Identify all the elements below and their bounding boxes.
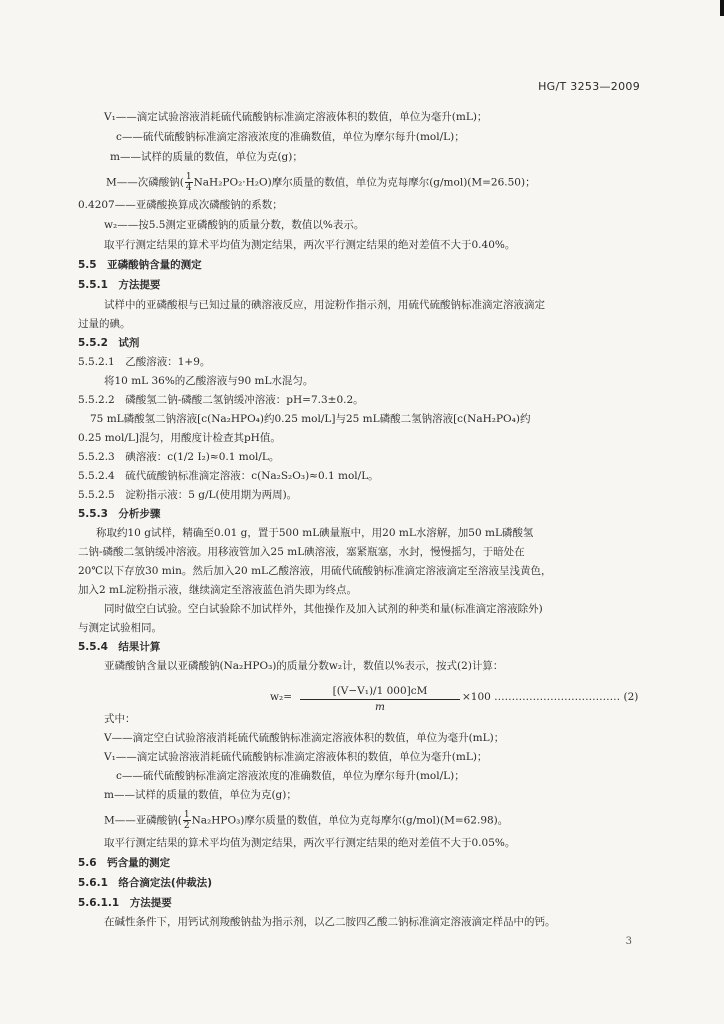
reagent-5-5-2-1-prep: 将10 mL 36%的乙酸溶液与90 mL水混匀。 xyxy=(104,375,314,387)
var-def-M-suffix: NaH₂PO₂·H₂O)摩尔质量的数值，单位为克每摩尔(g/mol)(M=26.50)； xyxy=(193,176,536,189)
formula-rhs: ×100 ……………………………… (2) xyxy=(462,691,639,703)
section-5-5-3-heading: 5.5.3 分析步骤 xyxy=(78,508,161,520)
calculation-intro: 亚磷酸钠含量以亚磷酸钠(Na₂HPO₃)的质量分数w₂计，数值以%表示，按式(2)计算： xyxy=(104,660,504,672)
reagent-5-5-2-3: 5.5.2.3 碘溶液：c(1/2 I₂)≈0.1 mol/L。 xyxy=(78,451,280,463)
formula-var-V: V——滴定空白试验溶液消耗硫代硫酸钠标准滴定溶液体积的数值，单位为毫升(mL)； xyxy=(104,732,505,744)
method-summary-line2: 过量的碘。 xyxy=(78,318,131,330)
section-5-5-1-heading: 5.5.1 方法提要 xyxy=(78,279,161,291)
formula-var-M-suffix: Na₂HPO₃)摩尔质量的数值，单位为克每摩尔(g/mol)(M=62.98)。 xyxy=(191,814,509,827)
formula-fraction xyxy=(300,684,460,714)
result-rule-2: 取平行测定结果的算术平均值为测定结果，两次平行测定结果的绝对差值不大于0.05%。 xyxy=(104,837,516,849)
var-def-M xyxy=(106,172,536,193)
section-5-6-heading: 5.6 钙含量的测定 xyxy=(78,857,171,869)
where-label: 式中： xyxy=(104,713,136,725)
formula-var-V1: V₁——滴定试验溶液消耗硫代硫酸钠标准滴定溶液体积的数值，单位为毫升(mL)； xyxy=(104,751,488,763)
page-number: 3 xyxy=(625,936,632,947)
formula-var-M-prefix: M——亚磷酸钠( xyxy=(104,814,182,827)
var-def-v1: V₁——滴定试验溶液消耗硫代硫酸钠标准滴定溶液体积的数值，单位为毫升(mL)； xyxy=(104,111,488,123)
fraction-half: $\frac{1}{2}$ xyxy=(183,810,190,831)
var-def-c: c——硫代硫酸钠标准滴定溶液浓度的准确数值，单位为摩尔每升(mol/L)； xyxy=(116,131,465,143)
fraction-quarter: $\frac{1}{4}$ xyxy=(185,172,192,193)
section-5-5-heading: 5.5 亚磷酸钠含量的测定 xyxy=(78,259,202,271)
result-rule: 取平行测定结果的算术平均值为测定结果，两次平行测定结果的绝对差值不大于0.40%。 xyxy=(104,239,516,251)
var-def-M-prefix: M——次磷酸钠( xyxy=(106,176,184,189)
reagent-5-5-2-2-prep-line2: 0.25 mol/L]混匀，用酸度计检查其pH值。 xyxy=(78,432,281,444)
section-5-5-2-heading: 5.5.2 试剂 xyxy=(78,337,140,349)
reagent-5-5-2-2-prep-line1: 75 mL磷酸氢二钠溶液[c(Na₂HPO₄)约0.25 mol/L]与25 mL磷酸二氢钠溶液[c(NaH₂PO₄)约 xyxy=(90,413,531,425)
formula-var-m: m——试样的质量的数值，单位为克(g)； xyxy=(104,789,297,801)
blank-test-line2: 与测定试验相同。 xyxy=(78,622,162,634)
formula-denominator: m xyxy=(375,701,385,713)
section-5-5-4-heading: 5.5.4 结果计算 xyxy=(78,641,161,653)
reagent-5-5-2-4: 5.5.2.4 硫代硫酸钠标准滴定溶液：c(Na₂S₂O₃)≈0.1 mol/L。 xyxy=(78,470,379,482)
calcium-method-summary: 在碱性条件下，用钙试剂羧酸钠盐为指示剂，以乙二胺四乙酸二钠标准滴定溶液滴定样品中的钙。 xyxy=(104,916,556,928)
formula-numerator: [(V−V₁)/1 000]cM xyxy=(300,684,460,700)
coefficient-def: 0.4207——亚磷酸换算成次磷酸钠的系数； xyxy=(78,199,283,211)
blank-test-line1: 同时做空白试验。空白试验除不加试样外，其他操作及加入试剂的种类和量(标准滴定溶液除外) xyxy=(104,603,543,615)
procedure-line1: 称取约10 g试样，精确至0.01 g，置于500 mL碘量瓶中，用20 mL水溶解，加50 mL磷酸氢 xyxy=(96,527,534,539)
reagent-5-5-2-5: 5.5.2.5 淀粉指示液：5 g/L(使用期为两周)。 xyxy=(78,489,298,501)
method-summary-line1: 试样中的亚磷酸根与已知过量的碘溶液反应，用淀粉作指示剂，用硫代硫酸钠标准滴定溶液滴定 xyxy=(104,299,545,311)
formula-lhs: w₂= xyxy=(270,691,292,703)
var-def-w2: w₂——按5.5测定亚磷酸钠的质量分数，数值以%表示。 xyxy=(104,219,365,231)
procedure-line2: 二钠-磷酸二氢钠缓冲溶液。用移液管加入25 mL碘溶液，塞紧瓶塞，水封，慢慢摇匀，于暗处在 xyxy=(78,546,525,558)
reagent-5-5-2-1: 5.5.2.1 乙酸溶液：1+9。 xyxy=(78,356,211,368)
var-def-m: m——试样的质量的数值，单位为克(g)； xyxy=(110,151,303,163)
section-5-6-1-heading: 5.6.1 络合滴定法(仲裁法) xyxy=(78,877,212,889)
standard-code-header: HG/T 3253—2009 xyxy=(538,80,640,93)
formula-var-c: c——硫代硫酸钠标准滴定溶液浓度的准确数值，单位为摩尔每升(mol/L)； xyxy=(116,770,465,782)
section-5-6-1-1-heading: 5.6.1.1 方法提要 xyxy=(78,897,172,909)
procedure-line4: 加入2 mL淀粉指示液，继续滴定至溶液蓝色消失即为终点。 xyxy=(78,584,357,596)
reagent-5-5-2-2: 5.5.2.2 磷酸氢二钠-磷酸二氢钠缓冲溶液：pH=7.3±0.2。 xyxy=(78,394,364,406)
formula-var-M xyxy=(104,810,508,831)
procedure-line3: 20℃以下存放30 min。然后加入20 mL乙酸溶液，用硫代硫酸钠标准滴定溶液滴定至溶液呈浅黄色， xyxy=(78,565,552,577)
